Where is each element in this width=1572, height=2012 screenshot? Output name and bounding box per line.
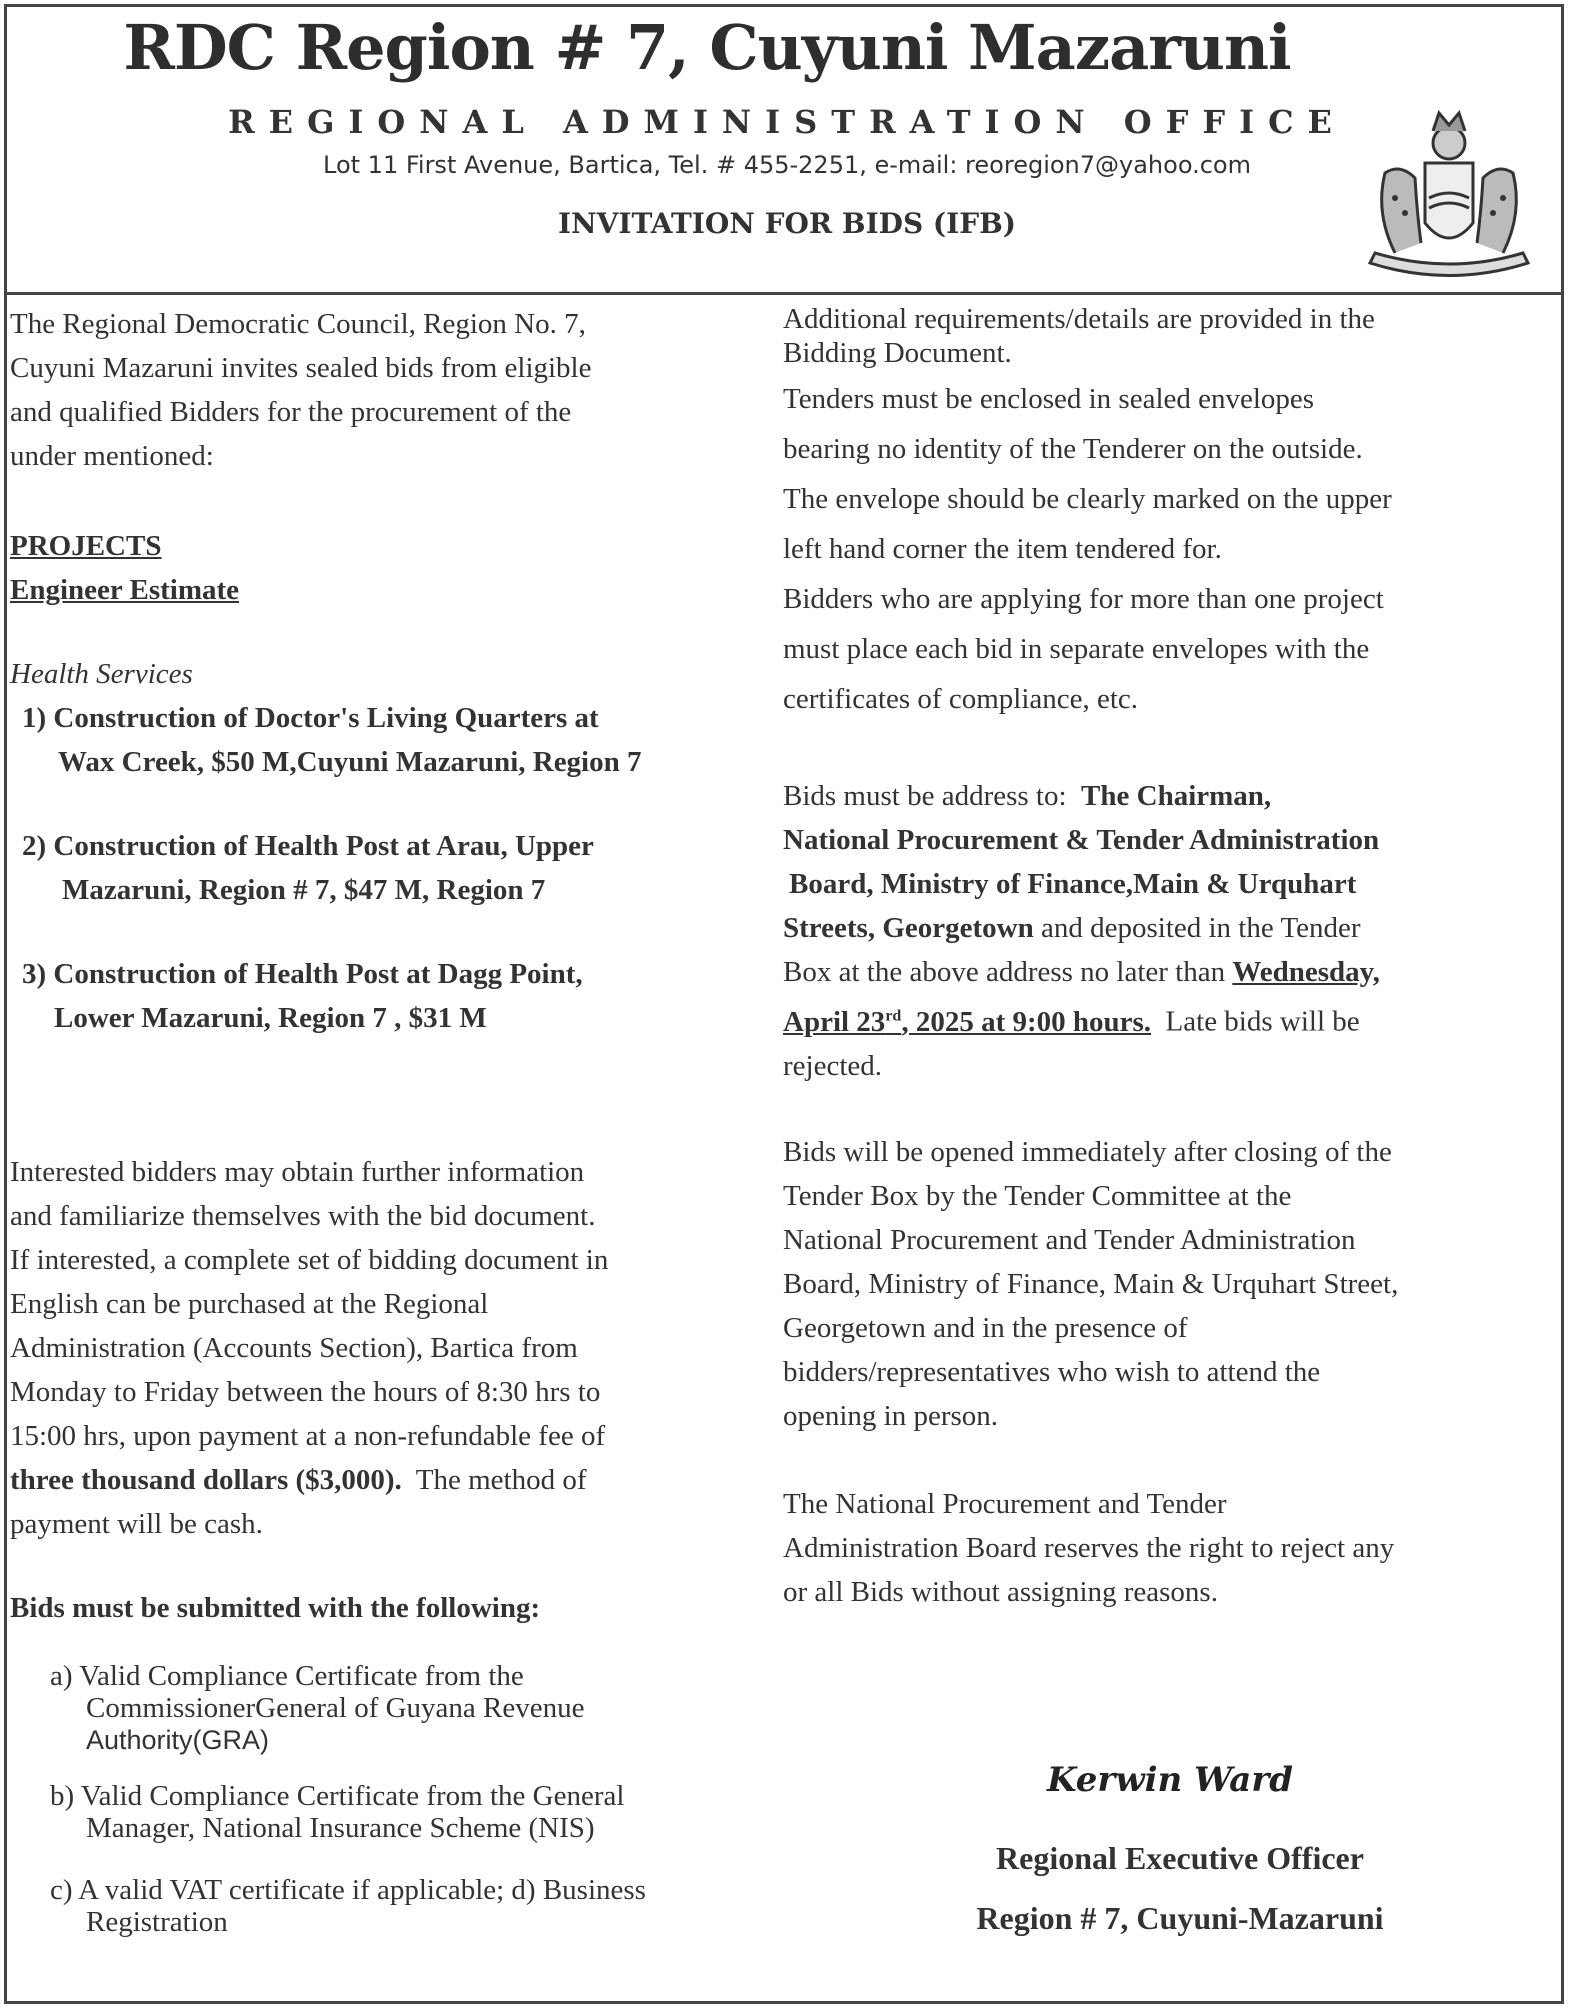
officer-title: Regional Executive Officer	[996, 1840, 1364, 1876]
intro-paragraph: The Regional Democratic Council, Region No. 7, Cuyuni Mazaruni invites sealed bids from eligible and qualified Bidders for the procurement of the under mentioned:	[10, 308, 592, 472]
deadline-time: April 23rd, 2025 at 9:00 hours.	[783, 1005, 1152, 1038]
submit-heading: Bids must be submitted with the following:	[10, 1592, 541, 1624]
signature: Kerwin Ward	[1046, 1760, 1294, 1800]
header	[7, 7, 1561, 295]
info-paragraph: Interested bidders may obtain further information and familiarize themselves with the bid document. If interested, a complete set of bidding document in English can be purchased at the Regional Administration (Accounts Section), Bartica from Monday to Friday between the hours of 8:30 hrs to 15:00 hrs, upon payment at a non-refundable fee of three thousand dollars ($3,000). The method of payment will be cash.	[10, 1156, 609, 1540]
additional-paragraph: Additional requirements/details are provided in the Bidding Document.	[783, 303, 1375, 369]
opening-paragraph: Bids will be opened immediately after closing of the Tender Box by the Tender Committee at the National Procurement and Tender Administration Board, Ministry of Finance, Main & Urquhart Street, Georgetown and in the presence of bidders/representatives who wish to attend the opening in person.	[783, 1135, 1399, 1432]
deadline-date: Wednesday,	[1232, 956, 1380, 988]
reserve-paragraph: The National Procurement and Tender Administration Board reserves the right to reject any or all Bids without assigning reasons.	[783, 1487, 1395, 1608]
left-column	[10, 302, 770, 1938]
office-address: Lot 11 First Avenue, Bartica, Tel. # 455-2251, e-mail: reoregion7@yahoo.com	[323, 151, 1251, 179]
category-label: Health Services	[10, 658, 193, 690]
page-title: RDC Region # 7, Cuyuni Mazaruni	[123, 11, 1291, 84]
project-item-1: 1) Construction of Doctor's Living Quarters at Wax Creek, $50 M,Cuyuni Mazaruni, Region 7	[22, 702, 642, 778]
fee-amount: three thousand dollars ($3,000).	[10, 1464, 402, 1496]
projects-label: PROJECTS	[10, 530, 162, 562]
right-column	[783, 302, 1558, 1614]
requirement-b: b) Valid Compliance Certificate from the General Manager, National Insurance Scheme (NIS)	[50, 1780, 625, 1844]
requirement-c: c) A valid VAT certificate if applicable; d) Business Registration	[50, 1874, 646, 1938]
project-item-3: 3) Construction of Health Post at Dagg Point, Lower Mazaruni, Region 7 , $31 M	[22, 958, 583, 1034]
coat-of-arms-icon	[1355, 103, 1543, 281]
address-paragraph: Bids must be address to: The Chairman, National Procurement & Tender Administration Board, Ministry of Finance,Main & Urquhart Streets, Georgetown and deposited in the Tender Box at the above address no later than Wednesday, April 23rd, 2025 at 9:00 hours. Late bids will be rejected.	[783, 780, 1380, 1082]
engineer-estimate-label: Engineer Estimate	[10, 574, 240, 606]
office-name: REGIONAL ADMINISTRATION OFFICE	[228, 103, 1346, 141]
project-item-2: 2) Construction of Health Post at Arau, Upper Mazaruni, Region # 7, $47 M, Region 7	[22, 830, 594, 906]
tenders-paragraph: Tenders must be enclosed in sealed envelopes bearing no identity of the Tenderer on the outside. The envelope should be clearly marked on the upper left hand corner the item tendered for.	[783, 383, 1392, 565]
officer-region: Region # 7, Cuyuni-Mazaruni	[976, 1900, 1384, 1936]
bidders-paragraph: Bidders who are applying for more than one project must place each bid in separate envelopes with the certificates of compliance, etc.	[783, 583, 1384, 715]
ifb-heading: INVITATION FOR BIDS (IFB)	[557, 207, 1017, 240]
requirement-a: a) Valid Compliance Certificate from the CommissionerGeneral of Guyana Revenue Authority(GRA)	[50, 1660, 585, 1755]
